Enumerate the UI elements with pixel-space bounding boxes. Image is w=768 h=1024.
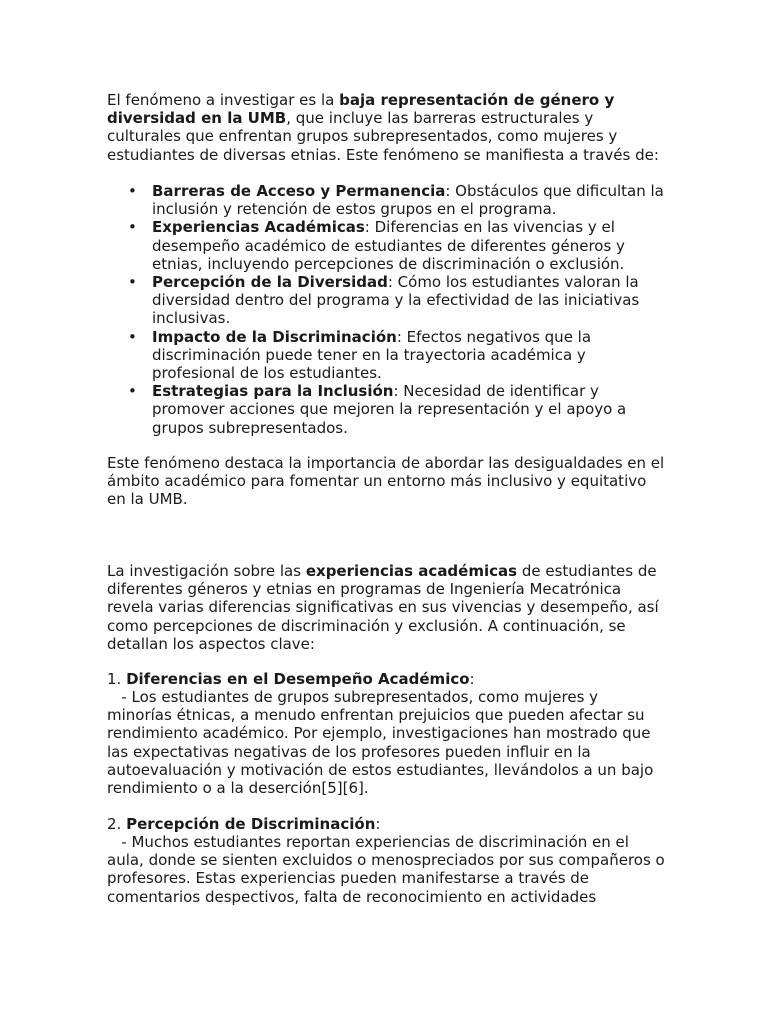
item1-number: 1. [107,670,127,688]
item1-colon: : [469,670,475,688]
bullet-dot: • [128,327,137,346]
list-item [107,328,667,383]
bullet-text: : Obstáculos que dificultan la inclusión y retención de estos grupos en el programa. [152,182,664,219]
bullet-dot: • [128,273,137,292]
intro-prefix: El fenómeno a investigar es la [107,91,340,109]
item2-number: 2. [107,815,127,833]
list-item [107,273,667,328]
conclusion-paragraph: Este fenómeno destaca la importancia de abordar las desigualdades en el ámbito académico para fomentar un entorno más inclusivo y equitativo en la UMB. [107,454,665,509]
bullet-title: Percepción de la Diversidad [152,273,388,292]
bullet-text: : Efectos negativos que la discriminación puede tener en la trayectoria académica y profesional de los estudiantes. [152,327,592,383]
bullet-title: Barreras de Acceso y Permanencia [152,182,446,200]
intro-bold: baja representación de género y diversidad en la UMB [107,91,615,128]
list-item [107,218,667,273]
item1-body: - Los estudiantes de grupos subrepresentados, como mujeres y minorías étnicas, a menudo enfrentan prejuicios que pueden afectar su rendimiento académico. Por ejemplo, investigaciones han mostrado que las expectativas negativas de los profesores pueden influir en la autoevaluación y motivación de estos estudiantes, llevándolos a un bajo rendimiento o a la deserción[5][6]. [107,688,659,798]
bullet-title: Experiencias Académicas [152,218,365,237]
bullet-title: Estrategias para la Inclusión [152,382,394,401]
section2-prefix: La investigación sobre las [107,562,306,580]
item2-heading [107,815,667,833]
item1-heading [107,670,667,688]
bullet-dot: • [128,382,137,401]
bullet-text: : Cómo los estudiantes valoran la diversidad dentro del programa y la efectividad de las iniciativas inclusivas. [152,273,640,328]
section2-paragraph [107,562,667,653]
section2-bold: experiencias académicas [305,562,518,580]
item2-colon: : [375,815,381,833]
bullet-text: : Diferencias en las vivencias y el desempeño académico de estudiantes de diferentes géneros y etnias, incluyendo percepciones de discriminación o exclusión. [152,218,625,273]
list-item [107,382,667,437]
bullet-title: Impacto de la Discriminación [152,327,397,346]
bullet-dot: • [128,182,137,200]
item2-title: Percepción de Discriminación [126,815,376,833]
list-item [107,182,667,218]
bullet-text: : Necesidad de identificar y promover acciones que mejoren la representación y el apoyo a grupos subrepresentados. [152,382,627,437]
intro-paragraph [107,91,667,164]
intro-suffix: , que incluye las barreras estructurales y culturales que enfrentan grupos subrepresentados, como mujeres y estudiantes de diversas etnias. Este fenómeno se manifiesta a través de: [107,109,659,164]
bullet-list [107,182,667,437]
bullet-dot: • [128,218,137,237]
section2-suffix: de estudiantes de diferentes géneros y etnias en programas de Ingeniería Mecatrónica revela varias diferencias significativas en sus vivencias y desempeño, así como percepciones de discriminación y exclusión. A continuación, se detallan los aspectos clave: [107,562,659,653]
item1-title: Diferencias en el Desempeño Académico [126,670,470,688]
item2-body: - Muchos estudiantes reportan experiencias de discriminación en el aula, donde se sienten excluidos o menospreciados por sus compañeros o profesores. Estas experiencias pueden manifestarse a través de comentarios despectivos, falta de reconocimiento en actividades [107,833,670,906]
